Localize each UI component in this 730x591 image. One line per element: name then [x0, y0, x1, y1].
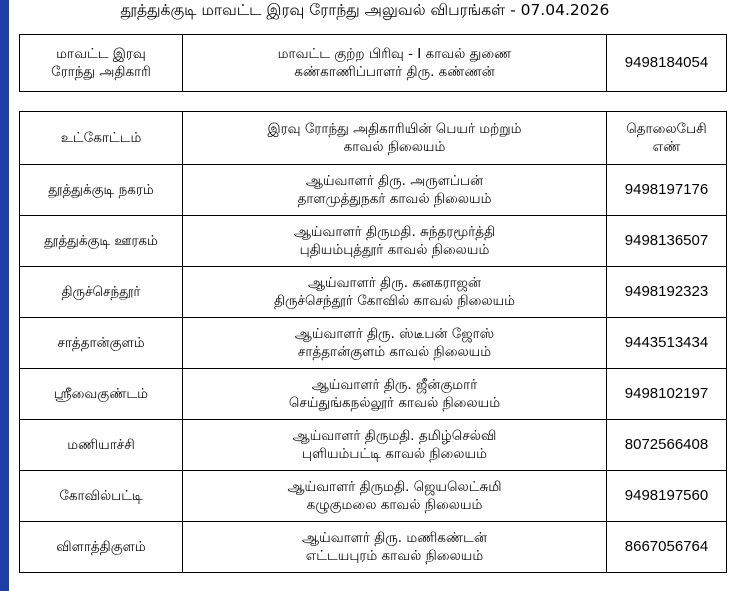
phone-cell: 8667056764	[607, 522, 727, 573]
table-row	[20, 318, 727, 369]
phone-cell: 9498197176	[607, 165, 727, 216]
station-name: கழுகுமலை காவல் நிலையம்	[306, 497, 483, 513]
station-name: புளியம்பட்டி காவல் நிலையம்	[302, 446, 487, 462]
table-row	[20, 471, 727, 522]
division-cell: கோவில்பட்டி	[20, 471, 183, 522]
officer-name: ஆய்வாளர் திரு. மணிகண்டன்	[302, 530, 487, 546]
name-line: கண்காணிப்பாளர் திரு. கண்ணன்	[294, 64, 495, 80]
table-row	[20, 522, 727, 573]
officer-cell	[183, 216, 607, 267]
district-officer-table	[19, 34, 727, 92]
table-row	[20, 420, 727, 471]
district-officer-label	[20, 35, 183, 92]
division-cell: விளாத்திகுளம்	[20, 522, 183, 573]
officer-cell	[183, 318, 607, 369]
officer-name: ஆய்வாளர் திரு. ஸ்டீபன் ஜோஸ்	[294, 326, 495, 342]
header-officer	[183, 112, 607, 165]
officer-cell	[183, 369, 607, 420]
officer-name: ஆய்வாளர் திருமதி. தமிழ்செல்வி	[292, 428, 497, 444]
header-division: உட்கோட்டம்	[20, 112, 183, 165]
district-officer-phone: 9498184054	[607, 35, 727, 92]
phone-cell: 9498136507	[607, 216, 727, 267]
officer-name: ஆய்வாளர் திரு. கனகராஜன்	[307, 275, 482, 291]
division-cell: தூத்துக்குடி நகரம்	[20, 165, 183, 216]
officer-name: ஆய்வாளர் திருமதி. ஜெயலெட்சுமி	[287, 479, 502, 495]
district-officer-row	[20, 35, 727, 92]
officer-name: ஆய்வாளர் திருமதி. சுந்தரமூர்த்தி	[293, 224, 496, 240]
station-name: சாத்தான்குளம் காவல் நிலையம்	[297, 344, 492, 360]
division-cell: மணியாச்சி	[20, 420, 183, 471]
phone-cell: 9498102197	[607, 369, 727, 420]
officer-name: ஆய்வாளர் திரு. ஜீன்குமார்	[311, 377, 478, 393]
division-cell: சாத்தான்குளம்	[20, 318, 183, 369]
table-row	[20, 369, 727, 420]
station-name: செய்துங்கநல்லூர் காவல் நிலையம்	[288, 395, 501, 411]
table-row	[20, 267, 727, 318]
division-cell: ஸ்ரீவைகுண்டம்	[20, 369, 183, 420]
header-officer-line: இரவு ரோந்து அதிகாரியின் பெயர் மற்றும்	[267, 121, 522, 137]
phone-cell: 9498192323	[607, 267, 727, 318]
patrol-table	[19, 111, 727, 573]
phone-cell: 9498197560	[607, 471, 727, 522]
name-line: மாவட்ட குற்ற பிரிவு - I காவல் துணை	[277, 46, 512, 62]
header-officer-line: காவல் நிலையம்	[343, 139, 446, 155]
station-name: தாளமுத்துநகர் காவல் நிலையம்	[297, 191, 492, 207]
header-phone-line: தொலைபேசி	[626, 121, 707, 137]
label-line: மாவட்ட இரவு	[56, 46, 146, 62]
officer-cell	[183, 420, 607, 471]
division-cell: திருச்செந்தூர்	[20, 267, 183, 318]
station-name: எட்டயபுரம் காவல் நிலையம்	[305, 548, 484, 564]
station-name: புதியம்புத்தூர் காவல் நிலையம்	[299, 242, 490, 258]
left-accent-bar	[0, 0, 9, 591]
officer-cell	[183, 522, 607, 573]
table-row	[20, 165, 727, 216]
officer-name: ஆய்வாளர் திரு. அருளப்பன்	[305, 173, 484, 189]
phone-cell: 8072566408	[607, 420, 727, 471]
station-name: திருச்செந்தூர் கோவில் காவல் நிலையம்	[273, 293, 516, 309]
page-title: தூத்துக்குடி மாவட்ட இரவு ரோந்து அலுவல் விபரங்கள் - 07.04.2026	[120, 1, 610, 19]
table-row	[20, 216, 727, 267]
officer-cell	[183, 165, 607, 216]
header-phone-line: எண்	[652, 139, 681, 155]
phone-cell: 9443513434	[607, 318, 727, 369]
label-line: ரோந்து அதிகாரி	[51, 64, 151, 80]
division-cell: தூத்துக்குடி ஊரகம்	[20, 216, 183, 267]
district-officer-name	[183, 35, 607, 92]
officer-cell	[183, 471, 607, 522]
table-header-row	[20, 112, 727, 165]
header-phone	[607, 112, 727, 165]
officer-cell	[183, 267, 607, 318]
